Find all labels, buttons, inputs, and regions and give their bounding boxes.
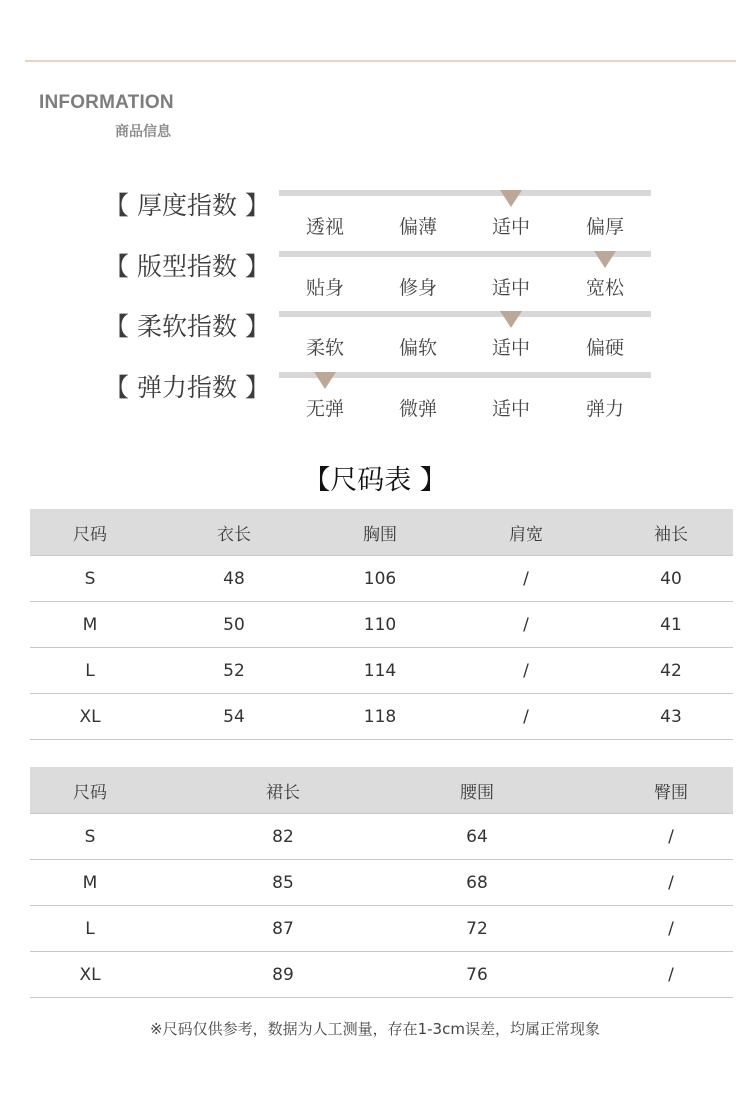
index-option: 适中: [491, 277, 530, 299]
table-cell: 64: [466, 826, 488, 847]
table-header-cell: 裙长: [266, 782, 300, 803]
table-cell: 41: [660, 614, 682, 635]
index-label: 【 厚度指数 】: [104, 191, 270, 220]
table-cell: /: [668, 964, 674, 985]
table-header-row: [30, 767, 733, 814]
index-marker-icon: [594, 251, 616, 268]
index-option: 偏软: [398, 337, 437, 359]
table-header-cell: 尺码: [73, 524, 107, 545]
table-header-cell: 尺码: [73, 782, 107, 803]
index-label: 【 弹力指数 】: [104, 373, 270, 402]
index-option: 透视: [305, 216, 344, 238]
table-row: [30, 952, 733, 998]
index-option: 偏厚: [585, 216, 624, 238]
index-option: 偏薄: [398, 216, 437, 238]
table-cell: M: [82, 872, 98, 893]
index-marker-icon: [314, 372, 336, 389]
index-option: 适中: [491, 216, 530, 238]
table-cell: 110: [363, 614, 397, 635]
index-option: 弹力: [585, 398, 624, 420]
index-option: 宽松: [585, 277, 624, 299]
table-cell: 118: [363, 706, 397, 727]
index-marker-icon: [500, 190, 522, 207]
size-disclaimer-note: ※尺码仅供参考，数据为人工测量，存在1-3cm误差，均属正常现象: [150, 1020, 600, 1038]
index-option: 偏硬: [585, 337, 624, 359]
table-cell: 87: [272, 918, 294, 939]
index-row-elasticity: [0, 372, 750, 428]
table-cell: /: [668, 918, 674, 939]
table-cell: /: [523, 706, 529, 727]
table-cell: /: [523, 660, 529, 681]
index-option: 适中: [491, 337, 530, 359]
index-option: 无弹: [305, 398, 344, 420]
table-cell: L: [85, 660, 95, 681]
table-header-cell: 肩宽: [509, 524, 543, 545]
table-cell: 50: [223, 614, 245, 635]
table-cell: 72: [466, 918, 488, 939]
table-cell: L: [85, 918, 95, 939]
table-row: [30, 860, 733, 906]
size-table-bottom: [30, 767, 733, 998]
table-row: [30, 648, 733, 694]
table-header-cell: 袖长: [654, 524, 688, 545]
index-marker-icon: [500, 311, 522, 328]
table-header-cell: 衣长: [217, 524, 251, 545]
table-cell: /: [668, 872, 674, 893]
table-row: [30, 906, 733, 952]
table-cell: 89: [272, 964, 294, 985]
table-cell: 42: [660, 660, 682, 681]
table-cell: 82: [272, 826, 294, 847]
index-row-softness: [0, 311, 750, 367]
table-cell: /: [668, 826, 674, 847]
table-cell: 76: [466, 964, 488, 985]
table-cell: M: [82, 614, 98, 635]
table-cell: XL: [79, 706, 101, 727]
index-option: 微弹: [398, 398, 437, 420]
table-header-cell: 臀围: [654, 782, 688, 803]
index-option: 柔软: [305, 337, 344, 359]
table-row: [30, 814, 733, 860]
section-title: INFORMATION: [39, 92, 174, 113]
index-label: 【 柔软指数 】: [104, 312, 270, 341]
table-cell: S: [84, 568, 96, 589]
index-option: 修身: [398, 277, 437, 299]
size-chart-title: 【尺码表 】: [303, 465, 447, 496]
table-cell: 54: [223, 706, 245, 727]
index-option: 适中: [491, 398, 530, 420]
table-row: [30, 556, 733, 602]
table-row: [30, 602, 733, 648]
table-header-cell: 胸围: [363, 524, 397, 545]
table-cell: /: [523, 568, 529, 589]
index-option: 贴身: [305, 277, 344, 299]
table-cell: 114: [363, 660, 397, 681]
table-cell: 68: [466, 872, 488, 893]
table-header-cell: 腰围: [460, 782, 494, 803]
section-subtitle: 商品信息: [115, 124, 171, 140]
size-table-top: [30, 509, 733, 740]
table-cell: S: [84, 826, 96, 847]
top-accent-rule: [25, 60, 736, 62]
table-cell: /: [523, 614, 529, 635]
table-header-row: [30, 509, 733, 556]
index-row-fit: [0, 251, 750, 307]
table-row: [30, 694, 733, 740]
index-row-thickness: [0, 190, 750, 246]
table-cell: 52: [223, 660, 245, 681]
table-cell: 106: [363, 568, 397, 589]
table-cell: XL: [79, 964, 101, 985]
table-cell: 48: [223, 568, 245, 589]
table-cell: 85: [272, 872, 294, 893]
table-cell: 43: [660, 706, 682, 727]
index-track: [279, 190, 651, 196]
index-label: 【 版型指数 】: [104, 252, 270, 281]
table-cell: 40: [660, 568, 682, 589]
index-track: [279, 311, 651, 317]
